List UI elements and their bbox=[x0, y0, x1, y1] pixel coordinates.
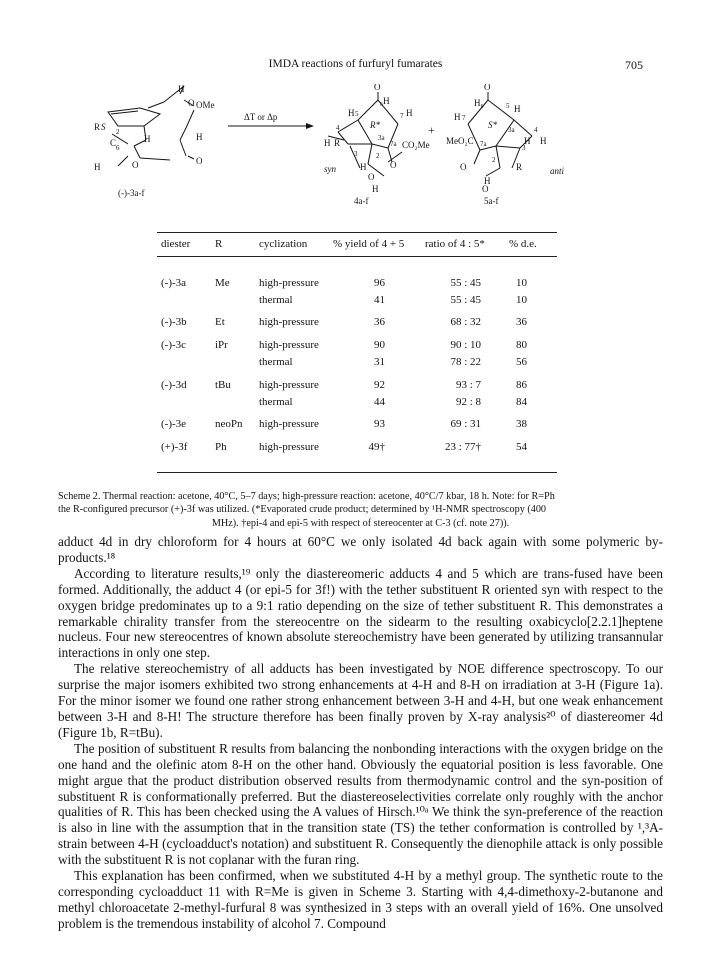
caption-line-3: MHz). †epi-4 and epi-5 with respect of stereocenter at C-3 (cf. note 27)). bbox=[211, 517, 510, 529]
svg-text:C: C bbox=[110, 138, 117, 148]
svg-text:3a: 3a bbox=[378, 134, 385, 142]
table-cell-de: 54 bbox=[516, 440, 527, 453]
svg-text:H: H bbox=[196, 132, 203, 142]
running-title: IMDA reactions of furfuryl fumarates bbox=[268, 58, 443, 70]
paragraph-2: According to literature results,¹⁹ only the diastereomeric adducts 4 and 5 which are trans-fused have been formed. Additionally, the adduct 4 (or epi-5 for 3f!) with the tether substituent R oriented syn with respect to the oxygen bridge predominates up to a 9:1 ratio depending on the size of tether substituent R. This demonstrates a remarkable chirality transfer from the stereocentre on the sidearm to the resulting oxabicyclo[2.2.1]heptene nucleus. Four new stereocentres of known absolute stereochemistry have been generated by utilizing transannular interactions in only one step. bbox=[58, 565, 663, 661]
syn-label: syn bbox=[324, 164, 336, 174]
table-cell-cyclization: thermal bbox=[259, 356, 293, 369]
svg-text:O: O bbox=[390, 160, 397, 170]
table-cell-cyclization: high-pressure bbox=[259, 276, 319, 289]
table-header-yield: % yield of 4 + 5 bbox=[333, 238, 405, 250]
svg-text:R: R bbox=[334, 138, 341, 148]
svg-text:7: 7 bbox=[400, 112, 404, 120]
svg-text:R: R bbox=[516, 162, 523, 172]
svg-text:O: O bbox=[132, 160, 139, 170]
table-cell-yield: 31 bbox=[374, 356, 385, 369]
table-cell-yield: 44 bbox=[374, 395, 385, 408]
svg-text:S*: S* bbox=[488, 120, 497, 130]
table-cell-yield: 49† bbox=[368, 440, 385, 453]
table-cell-yield: 93 bbox=[374, 418, 385, 431]
table-cell-r: Ph bbox=[215, 440, 227, 453]
svg-text:OMe: OMe bbox=[196, 100, 215, 110]
table-cell-diester: (+)-3f bbox=[161, 440, 188, 453]
svg-text:H: H bbox=[360, 162, 367, 172]
table-cell-diester: (-)-3c bbox=[161, 338, 187, 351]
svg-text:5: 5 bbox=[506, 102, 510, 110]
table-header-de: % d.e. bbox=[509, 238, 537, 250]
table-bottom-rule bbox=[157, 472, 557, 473]
table-cell-r: Me bbox=[215, 276, 230, 289]
svg-text:H: H bbox=[94, 162, 101, 172]
caption-line-1: Scheme 2. Thermal reaction: acetone, 40°C, 5–7 days; high-pressure reaction: acetone, 40°C/7 kbar, 18 h. Note: for R=Ph bbox=[58, 491, 555, 502]
table-header-diester: diester bbox=[161, 238, 191, 250]
svg-text:2: 2 bbox=[492, 156, 496, 164]
plus-sign: + bbox=[428, 123, 435, 137]
svg-text:4: 4 bbox=[336, 124, 340, 132]
table-header-r: R bbox=[215, 238, 223, 250]
svg-text:2: 2 bbox=[116, 128, 120, 136]
svg-text:7: 7 bbox=[462, 114, 466, 122]
table-cell-de: 36 bbox=[516, 316, 527, 329]
svg-text:H: H bbox=[524, 136, 531, 146]
svg-text:R*: R* bbox=[370, 120, 380, 130]
svg-text:3a: 3a bbox=[508, 126, 515, 134]
svg-text:S: S bbox=[101, 122, 106, 132]
table-cell-cyclization: thermal bbox=[259, 294, 293, 307]
table-cell-yield: 96 bbox=[374, 276, 385, 289]
table-cell-cyclization: high-pressure bbox=[259, 440, 319, 453]
table-cell-yield: 90 bbox=[374, 338, 385, 351]
table-cell-cyclization: high-pressure bbox=[259, 418, 319, 431]
table-cell-de: 10 bbox=[516, 276, 527, 289]
table-cell-cyclization: high-pressure bbox=[259, 338, 319, 351]
table-cell-yield: 41 bbox=[374, 294, 385, 307]
svg-text:O: O bbox=[374, 84, 381, 92]
table-cell-cyclization: high-pressure bbox=[259, 378, 319, 391]
table-cell-r: iPr bbox=[215, 338, 228, 351]
svg-text:O: O bbox=[484, 84, 491, 92]
table-cell-de: 86 bbox=[516, 378, 527, 391]
table-cell-diester: (-)-3a bbox=[161, 276, 187, 289]
svg-text:H: H bbox=[178, 84, 185, 94]
anti-label: anti bbox=[550, 166, 565, 176]
table-cell-r: tBu bbox=[215, 378, 231, 391]
svg-text:2: 2 bbox=[376, 152, 380, 160]
table-cell-r: Et bbox=[215, 316, 225, 329]
table-header-rule bbox=[157, 256, 557, 257]
svg-text:5: 5 bbox=[355, 110, 359, 118]
svg-text:H: H bbox=[514, 104, 521, 114]
table-cell-ratio: 93 : 7 bbox=[455, 378, 481, 391]
table-cell-diester: (-)-3d bbox=[161, 378, 187, 391]
scheme-2-diagram bbox=[88, 84, 628, 204]
compound-label-3a-f: (-)-3a-f bbox=[118, 188, 145, 198]
caption-line-2: the R-configured precursor (+)-3f was utilized. (*Evaporated crude product; determined by ¹H-NMR spectroscopy (400 bbox=[58, 504, 547, 516]
svg-text:3: 3 bbox=[354, 150, 358, 158]
table-cell-de: 38 bbox=[516, 418, 527, 431]
svg-text:H: H bbox=[144, 134, 151, 144]
svg-text:H: H bbox=[406, 108, 413, 118]
svg-text:7a: 7a bbox=[480, 140, 487, 148]
table-cell-r: neoPn bbox=[215, 418, 243, 431]
svg-text:H: H bbox=[484, 176, 491, 186]
table-cell-ratio: 92 : 8 bbox=[455, 395, 481, 408]
svg-text:CO₂Me: CO₂Me bbox=[402, 140, 430, 150]
svg-text:O: O bbox=[460, 162, 467, 172]
svg-text:R: R bbox=[94, 122, 101, 132]
table-cell-de: 56 bbox=[516, 356, 527, 369]
body-text bbox=[58, 534, 663, 932]
paragraph-3: The relative stereochemistry of all adducts has been investigated by NOE difference spectroscopy. To our surprise the major isomers exhibited two strong enhancements at 4-H and 8-H on irradiation at 3-H (Figure 1a). For the minor isomer we found one rather strong enhancement between 3-H and 4-H, but one weak enhancement between 3-H and 8-H! The structure therefore has been finally proven by X-ray analysis²⁰ of diastereomer 4d (Figure 1b, R=tBu). bbox=[58, 661, 663, 740]
svg-text:3: 3 bbox=[522, 144, 526, 152]
compound-label-4a-f: 4a-f bbox=[354, 196, 369, 204]
table-cell-ratio: 78 : 22 bbox=[450, 356, 481, 369]
table-cell-diester: (-)-3b bbox=[161, 316, 187, 329]
table-cell-cyclization: thermal bbox=[259, 395, 293, 408]
table-cell-ratio: 90 : 10 bbox=[450, 338, 481, 351]
table-cell-de: 10 bbox=[516, 294, 527, 307]
svg-text:6: 6 bbox=[116, 144, 120, 152]
svg-text:H₆: H₆ bbox=[474, 98, 484, 108]
svg-text:7a: 7a bbox=[390, 140, 397, 148]
page-number: 705 bbox=[625, 58, 643, 72]
table-cell-de: 80 bbox=[516, 338, 527, 351]
svg-text:H: H bbox=[454, 112, 461, 122]
svg-text:O: O bbox=[188, 98, 195, 108]
table-cell-yield: 92 bbox=[374, 378, 385, 391]
paragraph-5: This explanation has been confirmed, when we substituted 4-H by a methyl group. The synthetic route to the corresponding cycloadduct 11 with R=Me is given in Scheme 3. Starting with 4,4-dimethoxy-2-butanone and methyl chloroacetate 2-methyl-furfural 8 was synthesized in 3 steps with an overall yield of 16%. One unsolved problem is the tremendous instability of alcohol 7. Compound bbox=[58, 868, 663, 931]
scheme-caption bbox=[58, 490, 663, 530]
svg-text:O: O bbox=[482, 184, 489, 194]
table-cell-diester: (-)-3e bbox=[161, 418, 187, 431]
svg-text:O: O bbox=[368, 172, 375, 182]
table-cell-cyclization: high-pressure bbox=[259, 316, 319, 329]
table-cell-de: 84 bbox=[516, 395, 527, 408]
running-header bbox=[0, 58, 711, 74]
svg-text:MeO₂C: MeO₂C bbox=[446, 136, 474, 146]
table-cell-ratio: 55 : 45 bbox=[450, 294, 481, 307]
svg-text:₆H: ₆H bbox=[380, 96, 390, 106]
table-header-ratio: ratio of 4 : 5* bbox=[425, 238, 485, 250]
compound-label-5a-f: 5a-f bbox=[484, 196, 499, 204]
svg-text:4: 4 bbox=[534, 126, 538, 134]
table-cell-yield: 36 bbox=[374, 316, 385, 329]
paragraph-4: The position of substituent R results from balancing the nonbonding interactions with the oxygen bridge on the one hand and the olefinic atom 8-H on the other hand. Obviously the equatorial position is less favorable. One might argue that the product distribution observed results from thermodynamic control and the syn-position of substituent R is conformationally preferred. But the diastereoselectivities correlate only roughly with the anchor qualities of R. This has been checked using the A values of Hirsch.¹⁰ᵃ We think the syn-preference of the reaction is also in line with the assumption that in the transition state (TS) the tether conformation is controlled by ¹,³A-strain between 4-H (cycloadduct's notation) and substituent R. Consequently the dienophile attack is only possible with the substituent R is not coplanar with the furan ring. bbox=[58, 740, 663, 868]
paragraph-1: adduct 4d in dry chloroform for 4 hours at 60°C we only isolated 4d back again with some polymeric by-products.¹⁸ bbox=[58, 534, 663, 565]
table-cell-ratio: 55 : 45 bbox=[450, 276, 481, 289]
table-header-cyclization: cyclization bbox=[259, 238, 308, 250]
table-cell-ratio: 68 : 32 bbox=[450, 316, 481, 329]
reaction-conditions: ΔT or Δp bbox=[244, 112, 278, 122]
svg-text:H: H bbox=[540, 136, 547, 146]
svg-text:H: H bbox=[324, 138, 331, 148]
svg-text:O: O bbox=[196, 156, 203, 166]
svg-text:H: H bbox=[372, 184, 379, 194]
table-cell-ratio: 23 : 77† bbox=[444, 440, 481, 453]
table-cell-ratio: 69 : 31 bbox=[450, 418, 481, 431]
svg-text:H: H bbox=[348, 108, 355, 118]
table-top-rule bbox=[157, 232, 557, 233]
